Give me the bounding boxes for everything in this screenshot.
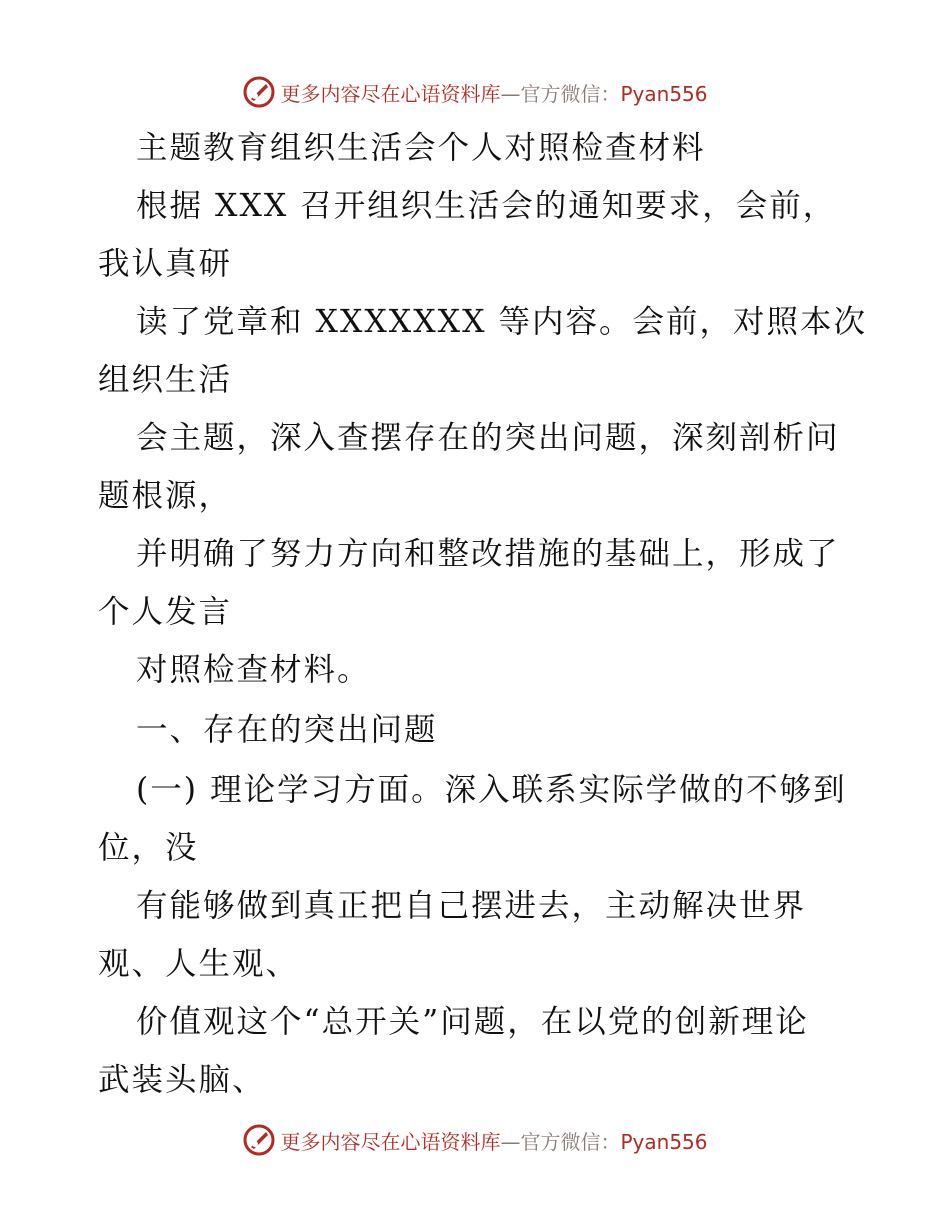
paragraph-line: 读了党章和 XXXXXXX 等内容。会前，对照本次	[136, 304, 868, 340]
paragraph-line: 题根源，	[98, 478, 233, 514]
watermark-banner-bottom	[0, 1120, 950, 1160]
paragraph-line: 会主题，深入查摆存在的突出问题，深刻剖析问	[136, 420, 840, 456]
paragraph-line: 观、人生观、	[98, 946, 300, 982]
paragraph-line: 组织生活	[98, 362, 233, 398]
paragraph-line: 位，没	[98, 830, 199, 866]
paragraph-line: 个人发言	[98, 594, 233, 630]
paragraph-line: (一) 理论学习方面。深入联系实际学做的不够到	[136, 772, 847, 808]
paragraph-line: 并明确了努力方向和整改措施的基础上，形成了	[136, 536, 840, 572]
paragraph-line: 有能够做到真正把自己摆进去，主动解决世界	[136, 888, 807, 924]
document-title: 主题教育组织生活会个人对照检查材料	[136, 130, 706, 166]
quill-circle-icon	[242, 75, 276, 109]
watermark-text: 更多内容尽在心语资料库—官方微信：Pyan556	[280, 1129, 708, 1154]
quill-circle-icon	[242, 1123, 276, 1157]
paragraph-line: 根据 XXX 召开组织生活会的通知要求，会前，	[136, 188, 837, 224]
paragraph-line: 价值观这个“总开关”问题，在以党的创新理论	[136, 1004, 809, 1040]
paragraph-line: 武装头脑、	[98, 1062, 266, 1098]
watermark-banner-top	[0, 72, 950, 112]
paragraph-line: 对照检查材料。	[136, 652, 371, 688]
watermark-text: 更多内容尽在心语资料库—官方微信：Pyan556	[280, 81, 708, 106]
paragraph-line: 我认真研	[98, 246, 233, 282]
section-heading: 一、存在的突出问题	[136, 712, 438, 748]
